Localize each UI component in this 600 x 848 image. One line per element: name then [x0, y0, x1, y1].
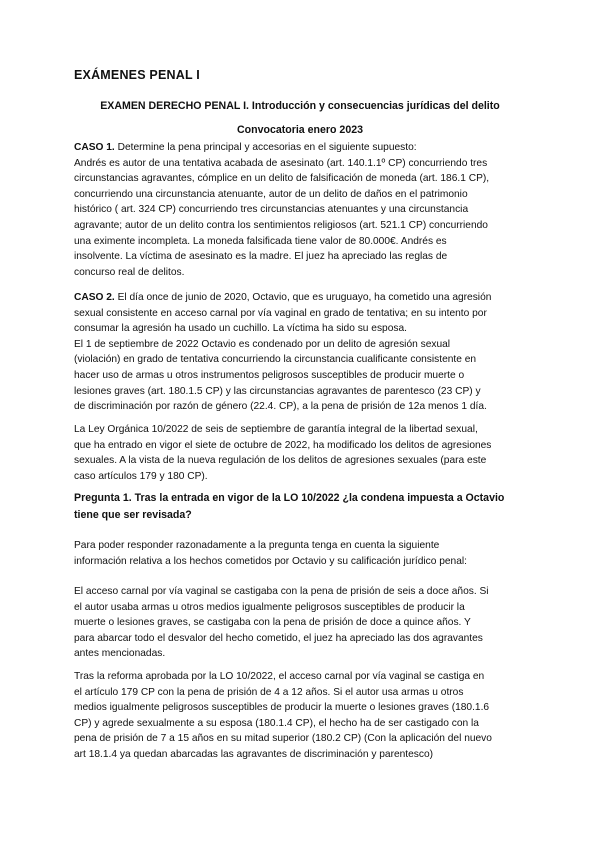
caso-2-line: (violación) en grado de tentativa concurriendo la circunstancia cualificante consistente en	[74, 354, 477, 366]
paragraph-line: pena de prisión de 7 a 15 años en su mitad superior (180.2 CP) (Con la aplicación del nuevo	[74, 733, 492, 745]
paragraph-line: caso artículos 179 y 180 CP).	[74, 470, 208, 482]
paragraph-line: antes mencionadas.	[74, 648, 166, 660]
paragraph-line: CP) y agrede sexualmente a su esposa (180.1.4 CP), el hecho ha de ser castigado con la	[74, 717, 479, 729]
acceso-carnal-paragraph	[74, 584, 536, 662]
paragraph-line: el autor usaba armas u otros medios igualmente peligrosos susceptibles de producir la	[74, 601, 465, 613]
caso-1-line: circunstancias agravantes, cómplice en un delito de falsificación de moneda (art. 186.1 CP),	[74, 173, 490, 185]
question-line: Pregunta 1. Tras la entrada en vigor de la LO 10/2022 ¿la condena impuesta a Octavio	[74, 492, 505, 504]
exam-date: Convocatoria enero 2023	[237, 124, 363, 136]
reforma-paragraph	[74, 669, 536, 763]
pregunta-1	[74, 490, 536, 524]
paragraph-line: Tras la reforma aprobada por la LO 10/2022, el acceso carnal por vía vaginal se castiga en	[74, 671, 485, 682]
caso-1-label: CASO 1.	[74, 142, 115, 153]
paragraph-line: medios igualmente peligrosos susceptibles de producir la muerte o lesiones graves (180.1.6	[74, 702, 490, 714]
caso-2-line: lesiones graves (art. 180.1.5 CP) y las circunstancias agravantes de parentesco (23 CP) y	[74, 385, 481, 397]
paragraph-line: para abarcar todo el desvalor del hecho cometido, el juez ha apreciado las dos agravantes	[74, 632, 483, 644]
caso-2-line: sexual consistente en acceso carnal por vía vaginal en grado de tentativa; en su intento por	[74, 307, 487, 319]
exam-heading: EXAMEN DERECHO PENAL I. Introducción y consecuencias jurídicas del delito	[100, 100, 500, 112]
caso-1-line: concurso real de delitos.	[74, 266, 185, 278]
document-title: EXÁMENES PENAL I	[74, 68, 200, 82]
paragraph-line: el artículo 179 CP con la pena de prisión de 4 a 12 años. Si el autor usa armas u otros	[74, 686, 464, 698]
caso-1-line: insolvente. La víctima de asesinato es la madre. El juez ha apreciado las reglas de	[74, 251, 448, 263]
caso-2-line: El 1 de septiembre de 2022 Octavio es condenado por un delito de agresión sexual	[74, 338, 451, 350]
paragraph-line: muerte o lesiones graves, se castigaba con la pena de prisión de doce a quince años. Y	[74, 617, 471, 629]
info-intro-paragraph	[74, 538, 536, 569]
paragraph-line: El acceso carnal por vía vaginal se castigaba con la pena de prisión de seis a doce años. Si	[74, 586, 489, 597]
paragraph-line: que ha entrado en vigor el siete de octubre de 2022, ha modificado los delitos de agresiones	[74, 439, 492, 451]
caso-1-line: concurriendo una circunstancia atenuante, autor de un delito de daños en el patrimonio	[74, 188, 468, 200]
caso-1-block	[74, 140, 536, 280]
question-line: tiene que ser revisada?	[74, 509, 192, 521]
ley-organica-paragraph	[74, 422, 536, 484]
caso-1-line: histórico ( art. 324 CP) concurriendo tres circunstancias atenuantes y una circunstancia	[74, 204, 469, 216]
caso-2-block	[74, 290, 536, 415]
caso-1-line: CASO 1. Determine la pena principal y accesorias en el siguiente supuesto:	[74, 142, 417, 153]
paragraph-line: sexuales. A la vista de la nueva regulación de los delitos de agresiones sexuales (para este	[74, 455, 487, 467]
caso-1-line: una eximente incompleta. La moneda falsificada tiene valor de 80.000€. Andrés es	[74, 235, 447, 247]
caso-1-line: Andrés es autor de una tentativa acabada de asesinato (art. 140.1.1º CP) concurriendo tres	[74, 157, 488, 169]
caso-1-line: agravante; autor de un delito contra los sentimientos religiosos (art. 521.1 CP) concurriendo	[74, 219, 488, 231]
paragraph-line: art 18.1.4 ya quedan abarcadas las agravantes de discriminación y parentesco)	[74, 748, 434, 760]
caso-2-label: CASO 2.	[74, 292, 115, 303]
caso-2-line: hacer uso de armas u otros instrumentos peligrosos susceptibles de producir muerte o	[74, 369, 465, 381]
caso-2-line: consumar la agresión ha usado un cuchillo. La víctima ha sido su esposa.	[74, 323, 407, 335]
caso-2-line: de discriminación por razón de género (22.4. CP), a la pena de prisión de 12a menos 1 día.	[74, 401, 487, 413]
caso-2-line: CASO 2. El día once de junio de 2020, Octavio, que es uruguayo, ha cometido una agresión	[74, 292, 492, 303]
paragraph-line: Para poder responder razonadamente a la pregunta tenga en cuenta la siguiente	[74, 540, 440, 551]
paragraph-line: información relativa a los hechos cometidos por Octavio y su calificación jurídico penal:	[74, 555, 467, 567]
paragraph-line: La Ley Orgánica 10/2022 de seis de septiembre de garantía integral de la libertad sexual,	[74, 424, 478, 435]
